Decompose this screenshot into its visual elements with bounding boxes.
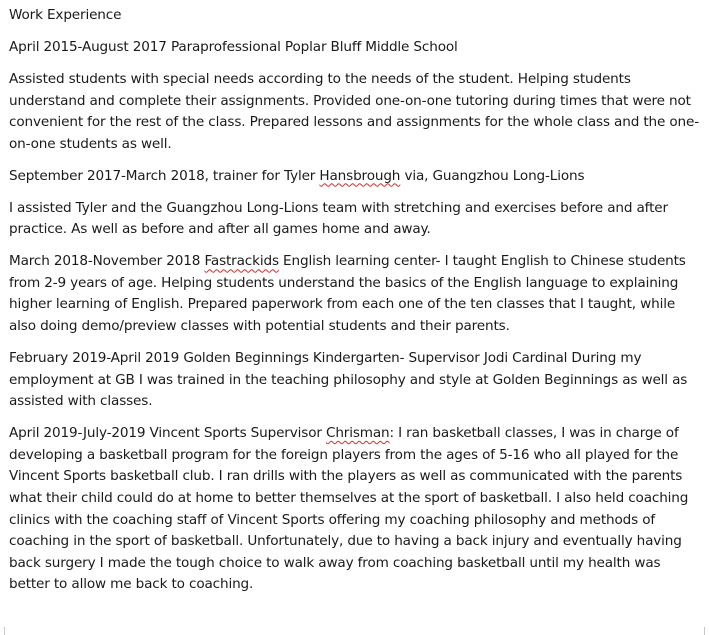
section-heading: Work Experience	[9, 7, 122, 23]
document-body[interactable]	[9, 5, 705, 606]
job-description-trainer: I assisted Tyler and the Guangzhou Long-Lions team with stretching and exercises before and after practice. As well as before and after all games home and away.	[9, 199, 668, 238]
page-margin-corner-left	[4, 627, 11, 635]
job-entry-vincent-sports-text-start: April 2019-July-2019 Vincent Sports Supervisor	[9, 425, 326, 442]
job-description-paraprofessional: Assisted students with special needs according to the needs of the student. Helping students understand and complete their assignments. Provided one-on-one tutoring during times that were not convenient for the rest of the class. Prepared lessons and assignments for the whole class and the one-on-one students as well.	[9, 70, 699, 152]
job-title-trainer-text-start: September 2017-March 2018, trainer for Tyler	[9, 167, 320, 184]
page-margin-corner-right	[698, 627, 705, 635]
job-entry-vincent-sports-text-end: : I ran basketball classes, I was in charge of developing a basketball program for the foreign players from the ages of 5-16 who all played for the Vincent Sports basketball club. I ran drills with the players as well as communicated with the parents what their child could do at home to better themselves at the sport of basketball. I also held coaching clinics with the coaching staff of Vincent Sports offering my coaching philosophy and methods of coaching in the sport of basketball. Unfortunately, due to having a back injury and eventually having back surgery I made the tough choice to walk away from coaching basketball until my health was better to allow me back to coaching.	[9, 425, 689, 593]
job-title-trainer	[9, 166, 705, 188]
job-entry-english-center	[9, 251, 705, 337]
job-entry-kindergarten: February 2019-April 2019 Golden Beginnings Kindergarten- Supervisor Jodi Cardinal During my employment at GB I was trained in the teaching philosophy and style at Golden Beginnings as well as assisted with classes.	[9, 350, 688, 410]
job-title-paraprofessional: April 2015-August 2017 Paraprofessional Poplar Bluff Middle School	[9, 38, 458, 55]
job-entry-english-center-text-start: March 2018-November 2018	[9, 253, 205, 270]
spellcheck-flagged-word[interactable]: Chrisman	[325, 425, 390, 442]
job-entry-english-center-text-end: English learning center- I taught English to Chinese students from 2-9 years of age. Helping students understand the basics of the English language to explaining higher learning of English. Prepared paperwork from each one of the ten classes that I taught, while also doing demo/preview classes with potential students and their parents.	[9, 253, 686, 335]
job-entry-vincent-sports	[9, 423, 705, 596]
spellcheck-flagged-word[interactable]: Hansbrough	[319, 167, 401, 184]
job-title-trainer-text-end: via, Guangzhou Long-Lions	[400, 167, 585, 184]
spellcheck-flagged-word[interactable]: Fastrackids	[204, 253, 279, 270]
